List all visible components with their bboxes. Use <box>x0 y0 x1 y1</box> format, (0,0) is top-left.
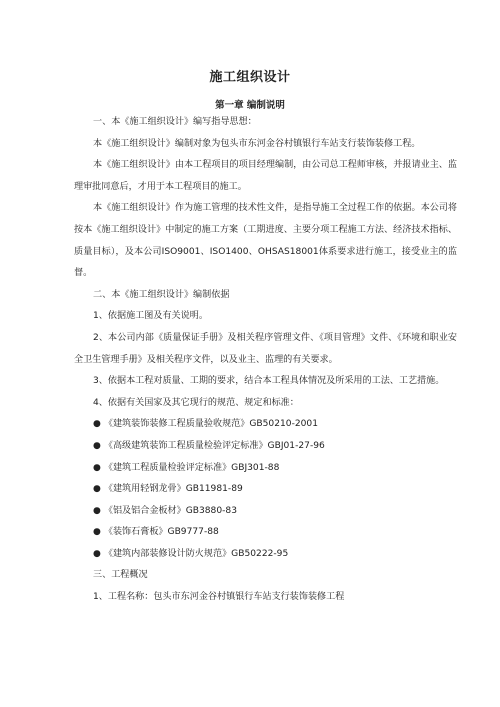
standard-item: 《建筑内部装修设计防火规范》GB50222-95 <box>103 548 289 559</box>
document-title: 施工组织设计 <box>209 70 291 85</box>
section-heading-2: 二、本《施工组织设计》编制依据 <box>93 289 230 300</box>
standard-item: 《铝及铝合金板材》GB3880-83 <box>103 505 237 516</box>
list-item <box>74 436 457 458</box>
list-item <box>74 522 457 544</box>
standard-item: 《高级建筑装饰工程质量检验评定标准》GBJ01-27-96 <box>103 440 325 451</box>
list-item <box>74 544 457 566</box>
bullet-icon: ● <box>93 462 101 473</box>
paragraph: 1、依据施工图及有关说明。 <box>93 311 208 322</box>
list-item <box>74 414 457 436</box>
paragraph: 1、工程名称：包头市东河金谷村镇银行车站支行装饰装修工程 <box>93 592 345 603</box>
standard-item: 《建筑工程质量检验评定标准》GBJ301-88 <box>103 462 280 473</box>
paragraph: 本《施工组织设计》作为施工管理的技术性文件，是指导施工全过程工作的依据。本公司将按本《施工组织设计》中制定的施工方案（工期进度、主要分项工程施工方法、经济技术指标、质量目标），及本公司ISO9001、ISO1400、OHSAS18001体系要求进行施工，接受业主的监督。 <box>74 203 457 279</box>
bullet-icon: ● <box>93 440 101 451</box>
list-item <box>74 479 457 501</box>
section-heading-1: 一、本《施工组织设计》编写指导思想： <box>93 117 257 127</box>
bullet-icon: ● <box>93 505 101 516</box>
paragraph: 4、依据有关国家及其它现行的规范、规定和标准： <box>93 397 299 408</box>
section-heading-3: 三、工程概况 <box>93 570 148 581</box>
standard-item: 《建筑用轻钢龙骨》GB11981-89 <box>103 484 243 495</box>
bullet-icon: ● <box>93 527 101 538</box>
paragraph: 本《施工组织设计》编制对象为包头市东河金谷村镇银行车站支行装饰装修工程。 <box>93 138 421 149</box>
bullet-icon: ● <box>93 419 101 430</box>
chapter-heading: 第一章 编制说明 <box>215 100 285 111</box>
paragraph: 本《施工组织设计》由本工程项目的项目经理编制，由公司总工程师审核，并报请业主、监理审批同意后，才用于本工程项目的施工。 <box>74 160 457 192</box>
standard-item: 《装饰石膏板》GB9777-88 <box>103 527 219 538</box>
bullet-icon: ● <box>93 484 101 495</box>
paragraph: 2、本公司内部《质量保证手册》及相关程序管理文件、《项目管理》文件、《环境和职业安全卫生管理手册》及相关程序文件，以及业主、监理的有关要求。 <box>74 332 457 365</box>
document-body <box>74 112 457 609</box>
standard-item: 《建筑装饰装修工程质量验收规范》GB50210-2001 <box>103 419 318 430</box>
list-item <box>74 458 457 480</box>
list-item <box>74 501 457 523</box>
paragraph: 3、依据本工程对质量、工期的要求，结合本工程具体情况及所采用的工法、工艺措施。 <box>93 376 445 387</box>
bullet-icon: ● <box>93 548 101 559</box>
